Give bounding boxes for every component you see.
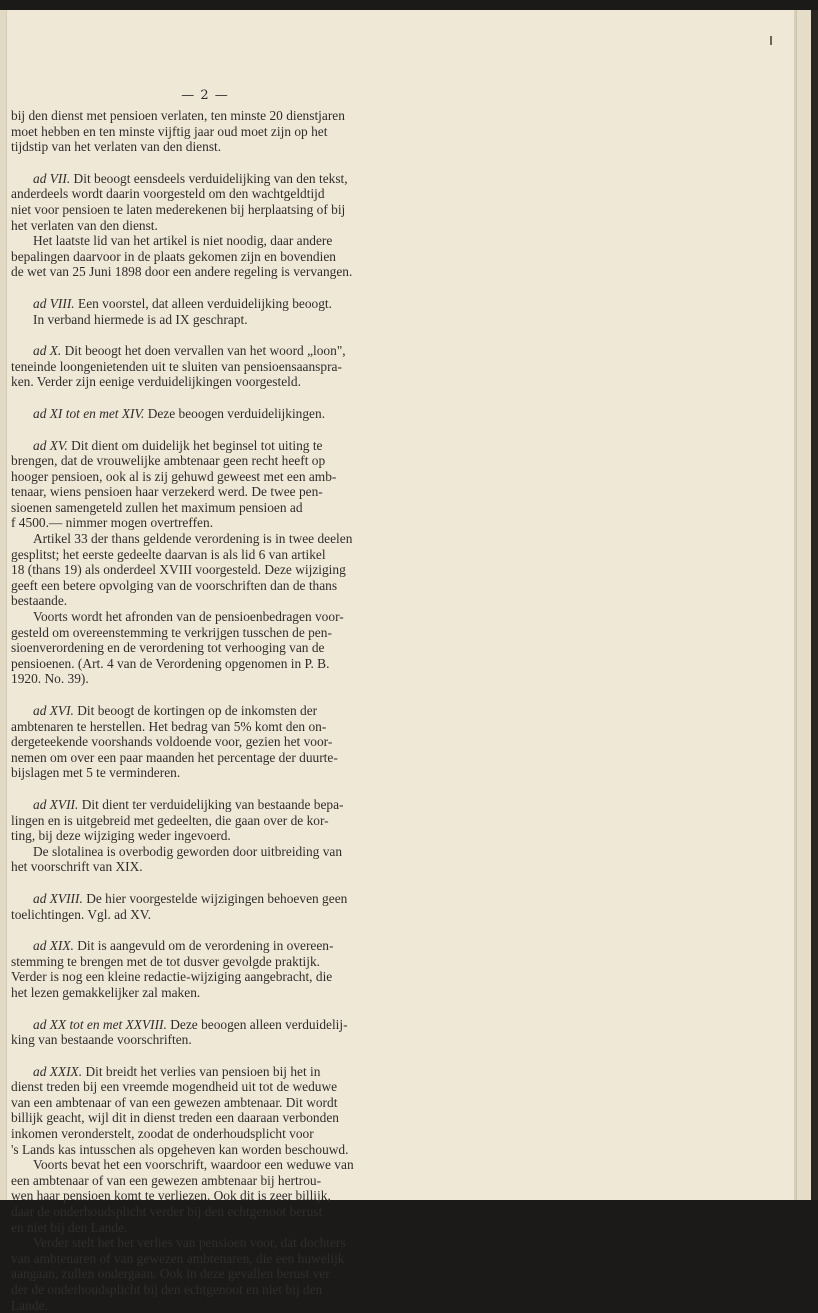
text-line: king van bestaande voorschriften. [11,1032,192,1048]
text-line: gesplitst; het eerste gedeelte daarvan is als lid 6 van artikel [11,546,326,562]
section-label: ad XVIII. [33,890,83,906]
text-line: tenaar, wiens pensioen haar verzekerd werd. De twee pen- [11,484,323,500]
text-line: ad X. Dit beoogt het doen vervallen van het woord „loon", [33,343,346,359]
text-line: Voorts bevat het een voorschrift, waardoor een weduwe van [33,1157,354,1173]
text-line: Verder is nog een kleine redactie-wijziging aangebracht, die [11,969,333,985]
text-line: Artikel 33 der thans geldende verordening is in twee deelen [33,531,353,547]
text-line: Lande. [11,1297,48,1313]
text-line: ting, bij deze wijziging weder ingevoerd. [11,828,231,844]
text-line: de wet van 25 Juni 1898 door een andere regeling is vervangen. [11,264,353,280]
section-label: ad VIII. [33,295,75,311]
paragraph-continuation [11,108,387,155]
text-line: inkomen veronderstelt, zoodat de onderhoudsplicht voor [11,1126,314,1142]
text-line: ad XVI. Dit beoogt de kortingen op de inkomsten der [33,703,318,718]
text-line: Verder stelt het het verlies van pensioen voor, dat dochters [33,1235,346,1251]
section-label: ad XVII. [33,796,79,812]
text-line: aangaan, zullen ondergaan. Ook in deze gevallen berust ver [11,1266,330,1282]
text-line: anderdeels wordt daarin voorgesteld om den wachtgeldtijd [11,186,325,202]
text-line: der de onderhoudsplicht bij den echtgenoot en niet bij den [11,1282,323,1297]
text-line: f 4500.— nimmer mogen overtreffen. [11,515,214,531]
text-line: ad VII. Dit beoogt eensdeels verduidelijking van den tekst, [33,170,348,186]
text-line: stemming te brengen met de tot dusver gevolgde praktijk. [11,953,321,969]
text-line: tijdstip van het verlaten van den dienst. [11,139,222,155]
text-line: De slotalinea is overbodig geworden door uitbreiding van [33,843,343,859]
text-line: 1920. No. 39). [11,671,89,687]
text-line: bij den dienst met pensioen verlaten, ten minste 20 dienstjaren [11,108,345,123]
paragraph-ad-viii [11,296,387,327]
binding-edge [0,10,7,1200]
document-body [11,108,387,1313]
text-line: moet hebben en ten minste vijftig jaar oud moet zijn op het [11,123,328,139]
text-line: het lezen gemakkelijker zal maken. [11,984,201,1000]
paragraph-ad-xix [11,938,387,1000]
text-line: teneinde loongenietenden uit te sluiten van pensioensaanspra- [11,358,342,374]
text-line: brengen, dat de vrouwelijke ambtenaar geen recht heeft op [11,453,326,469]
text-line: ad XX tot en met XXVIII. Deze beoogen alleen verduidelij- [33,1016,348,1032]
paragraph-ad-xi-xiv [11,406,387,422]
text-line: bepalingen daarvoor in de plaats gekomen zijn en bovendien [11,248,336,264]
text-line: lingen en is uitgebreid met gedeelten, die gaan over de kor- [11,812,329,828]
text-line: nemen om over een paar maanden het percentage der duurte- [11,749,338,765]
text-line: ad XI tot en met XIV. Deze beoogen verduidelijkingen. [33,405,326,421]
text-line: Het laatste lid van het artikel is niet noodig, daar andere [33,233,333,249]
paragraph-ad-xx-xxviii [11,1017,387,1048]
text-line: billijk geacht, wijl dit in dienst treden een daaraan verbonden [11,1110,339,1126]
text-line: het voorschrift van XIX. [11,859,143,875]
text-line: dergeteekende voorshands voldoende voor, gezien het voor- [11,734,333,750]
text-line: daar de onderhoudsplicht verder bij den echtgenoot berust [11,1204,323,1220]
paragraph-ad-xv [11,438,387,688]
paragraph-ad-xxix [11,1064,387,1313]
text-line: sioenen samengeteld zullen het maximum pensioen ad [11,499,303,515]
paragraph-ad-xviii [11,891,387,922]
corner-mark [770,36,772,45]
text-line: ad XXIX. Dit breidt het verlies van pensioen bij het in [33,1063,321,1079]
section-label: ad X. [33,343,62,359]
text-line: wen haar pensioen komt te verliezen. Ook dit is zeer billijk, [11,1188,331,1204]
paragraph-ad-xvii [11,797,387,875]
page-edge [796,10,811,1200]
text-line: toelichtingen. Vgl. ad XV. [11,906,152,922]
text-line: en niet bij den Lande. [11,1219,128,1235]
paragraph-ad-x [11,343,387,390]
text-line: van ambtenaren of van gewezen ambtenaren, die een huwelijk [11,1250,345,1266]
paragraph-ad-vii [11,171,387,280]
text-line: van een ambtenaar of van een gewezen ambtenaar. Dit wordt [11,1094,338,1110]
text-line: ad XVIII. De hier voorgestelde wijzigingen behoeven geen [33,890,348,906]
text-line: het verlaten van den dienst. [11,217,158,233]
section-label: ad XX tot en met XXVIII. [33,1016,167,1032]
text-line: 's Lands kas intusschen als opgeheven kan worden beschouwd. [11,1141,349,1157]
text-line: dienst treden bij een vreemde mogendheid uit tot de weduwe [11,1079,338,1095]
section-label: ad XI tot en met XIV. [33,405,145,421]
text-line: ad XIX. Dit is aangevuld om de verordening in overeen- [33,938,334,954]
text-line: bestaande. [11,593,68,609]
page-number: — 2 — [181,88,229,103]
text-line: een ambtenaar of van een gewezen ambtenaar bij hertrou- [11,1172,322,1188]
text-line: ken. Verder zijn eenige verduidelijkingen voorgesteld. [11,374,301,390]
text-line: niet voor pensioen te laten mederekenen bij herplaatsing of bij [11,201,346,217]
text-line: Voorts wordt het afronden van de pensioenbedragen voor- [33,609,344,625]
text-line: geeft een betere opvolging van de voorschriften dan de thans [11,577,338,593]
text-line: gesteld om overeenstemming te verkrijgen tusschen de pen- [11,624,332,640]
paragraph-ad-xvi [11,703,387,781]
section-label: ad XXIX. [33,1063,83,1079]
text-line: In verband hiermede is ad IX geschrapt. [33,311,248,327]
section-label: ad XIX. [33,938,74,954]
section-label: ad XVI. [33,703,74,718]
text-line: ad XVII. Dit dient ter verduidelijking van bestaande bepa- [33,796,344,812]
section-label: ad XV. [33,437,68,453]
text-line: ambtenaren te herstellen. Het bedrag van 5% komt den on- [11,718,327,734]
section-label: ad VII. [33,170,71,186]
text-line: bijslagen met 5 te verminderen. [11,765,181,781]
text-line: ad VIII. Een voorstel, dat alleen verduidelijking beoogt. [33,295,332,311]
text-line: hooger pensioen, ook al is zij gehuwd geweest met een amb- [11,468,337,484]
text-line: pensioenen. (Art. 4 van de Verordening opgenomen in P. B. [11,655,330,671]
text-line: sioenverordening en de verordening tot verhooging van de [11,640,325,656]
text-line: ad XV. Dit dient om duidelijk het beginsel tot uiting te [33,437,323,453]
text-line: 18 (thans 19) als onderdeel XVIII voorgesteld. Deze wijziging [11,562,346,578]
